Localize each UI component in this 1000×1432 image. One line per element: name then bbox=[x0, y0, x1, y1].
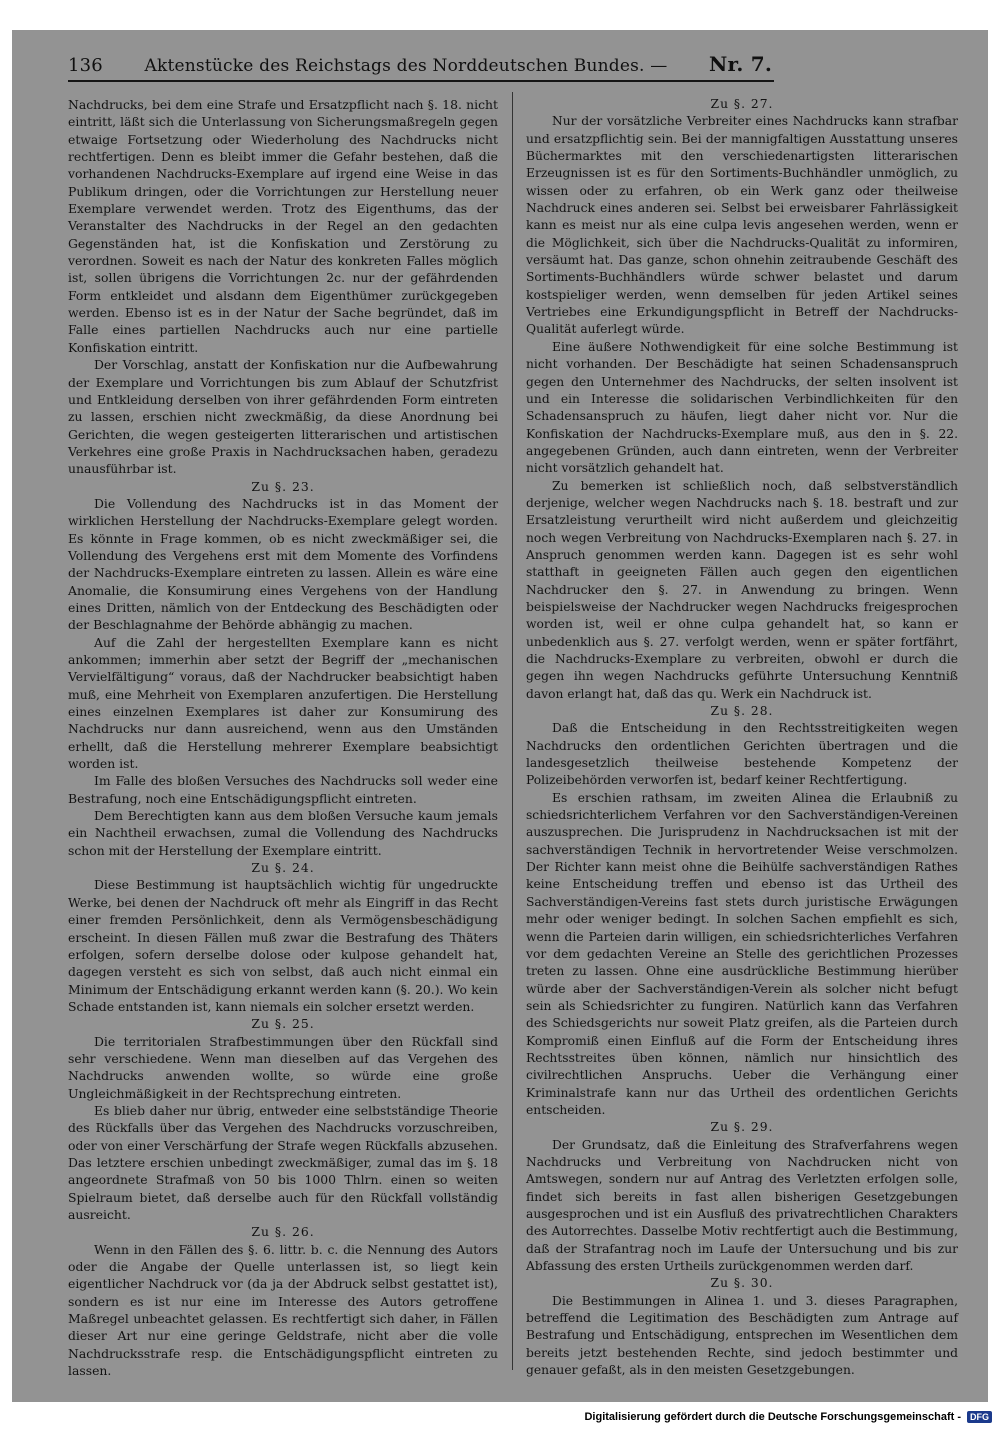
paragraph: Zu bemerken ist schließlich noch, daß selbstverständlich derjenige, welcher wegen Nachdrucks nach §. 18. bestraft und zur Ersatzleistung verurtheilt wird nicht außerdem und gleichzeitig noch wegen Verbreitung von Nachdrucks-Exemplaren nach §. 27. in Anspruch genommen werden kann. Dagegen ist es sehr wohl statthaft in geeigneten Fällen auch gegen den eigentlichen Nachdrucker den §. 27. in Anwendung zu bringen. Wenn beispielsweise der Nachdrucker wegen Nachdrucks freigesprochen worden ist, weil er ohne culpa gehandelt hat, so kann er unbedenklich aus §. 27. verfolgt werden, wenn er später fortfährt, die Nachdrucks-Exemplare zu verbreiten, obwohl er durch die gegen ihn wegen Nachdrucks geführte Untersuchung Kenntniß davon erlangt hat, daß das qu. Werk ein Nachdruck ist. bbox=[526, 478, 958, 701]
paragraph: Es blieb daher nur übrig, entweder eine selbstständige Theorie des Rückfalls über das Vergehen des Nachdrucks vorzuschreiben, oder von einer Verschärfung der Strafe wegen Rückfalls abzusehen. Das letztere erschien unbedingt zweckmäßiger, zumal das im §. 18 angeordnete Strafmaß von 50 bis 1000 Thlrn. einen so weiten Spielraum bietet, daß derselbe auch für den Rückfall vollständig ausreicht. bbox=[68, 1102, 498, 1222]
dfg-logo: DFG bbox=[967, 1411, 992, 1423]
paragraph: Dem Berechtigten kann aus dem bloßen Versuche kaum jemals ein Nachtheil erwachsen, zumal die Vollendung des Nachdrucks schon mit der Herstellung der Exemplare eintritt. bbox=[68, 808, 498, 858]
section-heading: Zu §. 29. bbox=[710, 1120, 774, 1135]
section-heading: Zu §. 27. bbox=[710, 97, 774, 111]
running-title: Aktenstücke des Reichstags des Norddeutschen Bundes. — bbox=[144, 56, 668, 76]
section-heading: Zu §. 23. bbox=[251, 478, 315, 494]
issue-number: Nr. 7. bbox=[709, 52, 772, 76]
paragraph: Nur der vorsätzliche Verbreiter eines Nachdrucks kann strafbar und ersatzpflichtig sein. Bei der mannigfaltigen Ausstattung unseres Büchermarktes mit den verschiedenartigsten litterarischen Erzeugnissen ist es für den Sortiments-Buchhändler unmöglich, zu wissen oder zu erfahren, ob ein Werk ganz oder theilweise Nachdruck eines anderen sei. Selbst bei erweisbarer Fahrlässigkeit kann es meist nur als eine culpa levis angesehen werden, wenn er die Möglichkeit, sich über die Nachdrucks-Qualität zu informiren, versäumt hat. Das ganze, schon ohnehin zeitraubende Geschäft des Sortiments-Buchhändlers würde schwer belastet und darum kostspieliger werden, wenn demselben für jeden Artikel seines Vertriebes eine Erkundigungspflicht in Betreff der Nachdrucks-Qualität auferlegt würde. bbox=[526, 114, 958, 337]
page-number: 136 bbox=[68, 55, 103, 76]
section-heading: Zu §. 26. bbox=[251, 1224, 315, 1240]
section-heading: Zu §. 30. bbox=[710, 1276, 774, 1291]
digitization-footer bbox=[0, 1402, 1000, 1432]
paragraph: Die territorialen Strafbestimmungen über den Rückfall sind sehr verschiedene. Wenn man dieselben auf das Vergehen des Nachdrucks anwenden wollte, so würde eine große Ungleichmäßigkeit in der Rechtsprechung eintreten. bbox=[68, 1033, 498, 1101]
scanned-page bbox=[12, 30, 988, 1402]
paragraph: Die Vollendung des Nachdrucks ist in das Moment der wirklichen Herstellung der Nachdrucks-Exemplare gelegt worden. Es könnte in Frage kommen, ob es nicht zweckmäßiger sei, die Vollendung des Vergehens erst mit dem Momente des Vorfindens der Nachdrucks-Exemplare eintreten zu lassen. Allein es wäre eine Anomalie, die Konsumirung eines Vergehens von der Handlung eines Dritten, nämlich von der Entdeckung des Beschädigten oder der Beschlagnahme der Behörde abhängig zu machen. bbox=[68, 495, 498, 633]
paragraph: Im Falle des bloßen Versuches des Nachdrucks soll weder eine Bestrafung, noch eine Entschädigungspflicht eintreten. bbox=[68, 773, 498, 806]
section-heading: Zu §. 28. bbox=[710, 704, 774, 719]
left-column bbox=[68, 96, 498, 1379]
footer-credit: Digitalisierung gefördert durch die Deutsche Forschungsgemeinschaft - bbox=[584, 1411, 961, 1423]
paragraph: Diese Bestimmung ist hauptsächlich wichtig für ungedruckte Werke, bei denen der Nachdruck oft mehr als Eingriff in das Recht einer fremden Persönlichkeit, denn als Vermögensbeschädigung erscheint. In diesen Fällen muß zwar die Bestrafung des Thäters erfolgen, sofern derselbe dolose oder kulpose gehandelt hat, dagegen versteht es sich von selbst, daß auch nicht einmal ein Minimum der Entschädigung erkannt werden kann (§. 20.). Wo kein Schade entstanden ist, kann niemals ein solcher ersetzt werden. bbox=[68, 877, 498, 1014]
paragraph: Der Vorschlag, anstatt der Konfiskation nur die Aufbewahrung der Exemplare und Vorrichtungen bis zum Ablauf der Schutzfrist und Entkleidung derselben von ihrer gefährdenden Form eintreten zu lassen, erschien nicht zweckmäßig, da diese Anordnung bei Gerichten, die wegen gesteigerten litterarischen und artistischen Verkehres eine große Praxis in Nachdrucksachen haben, geradezu unausführbar ist. bbox=[68, 357, 498, 477]
column-divider bbox=[512, 92, 513, 1370]
header-rule bbox=[68, 80, 774, 82]
page-header bbox=[68, 46, 772, 76]
paragraph: Nachdrucks, bei dem eine Strafe und Ersatzpflicht nach §. 18. nicht eintritt, läßt sich die Unterlassung von Sicherungsmaßregeln gegen etwaige Fortsetzung oder Wiederholung des Nachdrucks nicht rechtfertigen. Denn es bleibt immer die Gefahr bestehen, daß die vorhandenen Nachdrucks-Exemplare auf irgend eine Weise in das Publikum dringen, oder die Vorrichtungen zur Herstellung neuer Exemplare verwendet werden. Trotz des Eigenthums, das der Veranstalter des Nachdrucks in der Regel an den gedachten Gegenständen hat, ist die Konfiskation und Zerstörung zu verordnen. Soweit es nach der Natur des konkreten Falles möglich ist, sollen übrigens die Vorrichtungen 2c. nur der gefährdenden Form entkleidet und alsdann dem Eigenthümer zurückgegeben werden. Ebenso ist es in der Natur der Sache begründet, daß im Falle eines partiellen Nachdrucks auch nur eine partielle Konfiskation eintritt. bbox=[68, 97, 498, 355]
section-heading: Zu §. 24. bbox=[251, 860, 315, 876]
paragraph: Eine äußere Nothwendigkeit für eine solche Bestimmung ist nicht vorhanden. Der Beschädigte hat seinen Schadensanspruch gegen den Unternehmer des Nachdrucks, der selten insolvent ist und ein Interesse die solidarischen Verbindlichkeiten für den Schadensanspruch zu häufen, liegt daher nicht vor. Nur die Konfiskation der Nachdrucks-Exemplare muß, aus den in §. 22. angegebenen Gründen, auch dann eintreten, wenn der Verbreiter nicht vorsätzlich gehandelt hat. bbox=[526, 339, 958, 476]
paragraph: Der Grundsatz, daß die Einleitung des Strafverfahrens wegen Nachdrucks und Verbreitung von Nachdrucken nicht von Amtswegen, sondern nur auf Antrag des Verletzten erfolgen solle, findet sich bereits in fast allen bisherigen Gesetzgebungen ausgesprochen und ist ein Ausfluß des privatrechtlichen Charakters des Autorrechtes. Dasselbe Motiv rechtfertigt auch die Bestimmung, daß der Strafantrag noch im Laufe der Untersuchung und bis zur Abfassung des ersten Urtheils zurückgenommen werden darf. bbox=[526, 1137, 958, 1274]
section-heading: Zu §. 25. bbox=[251, 1016, 315, 1032]
right-column bbox=[526, 96, 958, 1379]
paragraph: Es erschien rathsam, im zweiten Alinea die Erlaubniß zu schiedsrichterlichem Verfahren vor den Sachverständigen-Vereinen auszusprechen. Die Jurisprudenz in Nachdrucksachen ist mit der sachverständigen Technik in hervortretender Weise verschmolzen. Der Richter kann meist ohne die Beihülfe sachverständigen Rathes keine Entscheidung treffen und ebenso ist das Urtheil des Sachverständigen-Vereins fast stets durch juristische Erwägungen mehr oder weniger bedingt. In solchen Sachen empfiehlt es sich, wenn die Parteien darin willigen, ein schiedsrichterliches Verfahren vor dem gedachten Vereine an Stelle des gerichtlichen Prozesses treten zu lassen. Ohne eine ausdrückliche Bestimmung hierüber würde aber der Sachverständigen-Verein als solcher nicht befugt sein als Schiedsrichter zu fungiren. Natürlich kann das Verfahren des Schiedsgerichts nur soweit Platz greifen, als die Parteien durch Kompromiß einen Einfluß auf die Form der Entscheidung ihres Rechtsstreites üben können, nämlich nur hinsichtlich des civilrechtlichen Anspruchs. Ueber die Verhängung einer Kriminalstrafe kann nur das Urtheil des ordentlichen Gerichts entscheiden. bbox=[526, 790, 958, 1117]
paragraph: Die Bestimmungen in Alinea 1. und 3. dieses Paragraphen, betreffend die Legitimation des Beschädigten zum Antrage auf Bestrafung und Entschädigung, entsprechen im Wesentlichen dem bereits jetzt bestehenden Rechte, sind jedoch bestimmter und genauer gefaßt, als in den meisten Gesetzgebungen. bbox=[526, 1293, 958, 1378]
paragraph: Daß die Entscheidung in den Rechtsstreitigkeiten wegen Nachdrucks den ordentlichen Gerichten übertragen und die landesgesetzlich theilweise bestehende Kompetenz der Polizeibehörden verworfen ist, bedarf keiner Rechtfertigung. bbox=[526, 721, 958, 788]
paragraph: Wenn in den Fällen des §. 6. littr. b. c. die Nennung des Autors oder die Angabe der Quelle unterlassen ist, so liegt kein eigentlicher Nachdruck vor (da ja der Abdruck selbst gestattet ist), sondern es ist nur eine im Interesse des Autors getroffene Maßregel unbeachtet gelassen. Es rechtfertigt sich daher, in Fällen dieser Art nur eine geringe Geldstrafe, nicht aber die volle Nachdrucksstrafe resp. die Entschädigungspflicht eintreten zu lassen. bbox=[68, 1241, 498, 1379]
paragraph: Auf die Zahl der hergestellten Exemplare kann es nicht ankommen; immerhin aber setzt der Begriff der „mechanischen Vervielfältigung“ voraus, daß der Nachdrucker beabsichtigt haben muß, eine Mehrheit von Exemplaren anzufertigen. Die Herstellung eines einzelnen Exemplares ist daher zur Konsumirung des Nachdrucks nur dann ausreichend, wenn aus den Umständen erhellt, daß die Herstellung mehrerer Exemplare beabsichtigt worden ist. bbox=[68, 634, 498, 772]
